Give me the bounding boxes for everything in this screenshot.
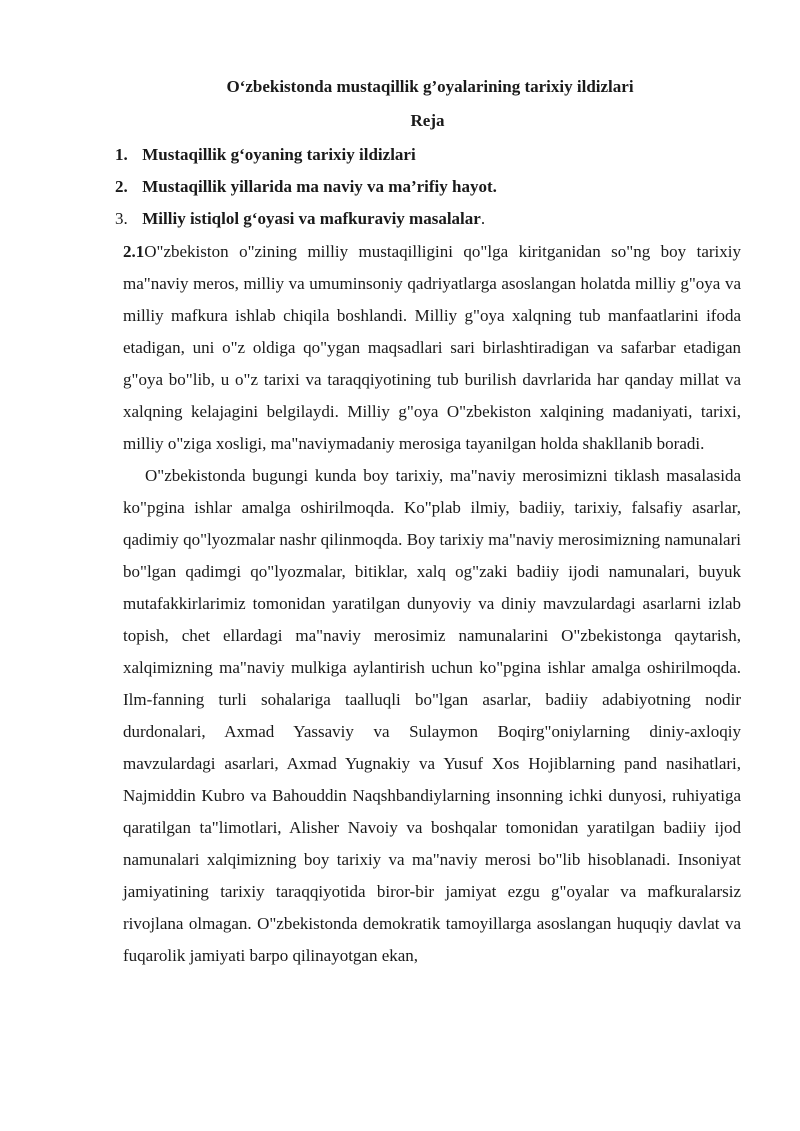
paragraph-text: O"zbekiston o"zining milliy mustaqilligini qo"lga kiritganidan so"ng boy tarixiy ma"naviy meros, milliy va umuminsoniy qadriyatlarga asoslangan holatda milliy g"oya va milliy mafkura ishlab chiqila boshlandi. Milliy g"oya xalqning tub manfaatlarini ifoda etadigan, uni o"z oldiga qo"ygan maqsadlari sari birlashtiradigan va safarbar etadigan g"oya bo"lib, u o"z tarixi va taraqqiyotining tub burilish davrlarida har qanday millat va xalqning kelajagini belgilaydi. Milliy g"oya O"zbekiston xalqining madaniyati, tarixi, milliy o"ziga xosligi, ma"naviymadaniy merosiga tayanilgan holda shakllanib boradi. — [123, 242, 741, 453]
plan-item-number: 2. — [115, 177, 128, 196]
plan-list — [115, 144, 497, 240]
plan-item-text: Milliy istiqlol g‘oyasi va mafkuraviy masalalar — [142, 209, 481, 228]
plan-item-number: 3. — [115, 209, 128, 228]
paragraph-1 — [123, 236, 741, 460]
section-number: 2.1 — [123, 242, 145, 261]
plan-item-1 — [115, 144, 497, 176]
paragraph-text: O"zbekistonda bugungi kunda boy tarixiy, ma"naviy merosimizni tiklash masalasida ko"pgina ishlar amalga oshirilmoqda. Ko"plab ilmiy, badiiy, tarixiy, falsafiy asarlar, qadimiy qo"lyozmalar nashr qilinmoqda. Boy tarixiy ma"naviy merosimizning namunalari bo"lgan qadimgi qo"lyozmalar, bitiklar, xalq og"zaki badiiy ijodi namunalari, buyuk mutafakkirlarimiz tomonidan yaratilgan dunyoviy va diniy mavzulardagi asarlarni izlab topish, chet ellardagi ma"naviy merosimiz namunalarini O"zbekistonga qaytarish, xalqimizning ma"naviy mulkiga aylantirish uchun ko"pgina ishlar amalga oshirilmoqda. Ilm-fanning turli sohalariga taalluqli bo"lgan asarlar, badiiy adabiyotning nodir durdonalari, Axmad Yassaviy va Sulaymon Boqirg"oniylarning diniy-axloqiy mavzulardagi asarlari, Axmad Yugnakiy va Yusuf Xos Hojiblarning pand nasihatlari, Najmiddin Kubro va Bahouddin Naqshbandiylarning insonning ichki dunyosi, ruhiyatiga qaratilgan ta"limotlari, Alisher Navoiy va boshqalar tomonidan yaratilgan badiiy ijod namunalari xalqimizning boy tarixiy va ma"naviy merosi bo"lib hisoblanadi. Insoniyat jamiyatining tarixiy taraqqiyotida biror-bir jamiyat ezgu g"oyalar va mafkuralarsiz rivojlana olmagan. O"zbekistonda demokratik tamoyillarga asoslangan huquqiy davlat va fuqarolik jamiyati barpo qilinayotgan ekan, — [123, 466, 741, 965]
paragraph-2 — [123, 460, 741, 972]
document-title: O‘zbekistonda mustaqillik g’oyalarining tarixiy ildizlari — [226, 77, 634, 96]
body-text — [123, 236, 741, 972]
plan-item-text: Mustaqillik yillarida ma naviy va ma’rifiy hayot. — [142, 177, 497, 196]
plan-item-text: Mustaqillik g‘oyaning tarixiy ildizlari — [142, 145, 416, 164]
plan-item-number: 1. — [115, 145, 128, 164]
document-subtitle: Reja — [410, 111, 445, 130]
plan-item-2 — [115, 176, 497, 208]
plan-item-suffix: . — [480, 209, 486, 228]
